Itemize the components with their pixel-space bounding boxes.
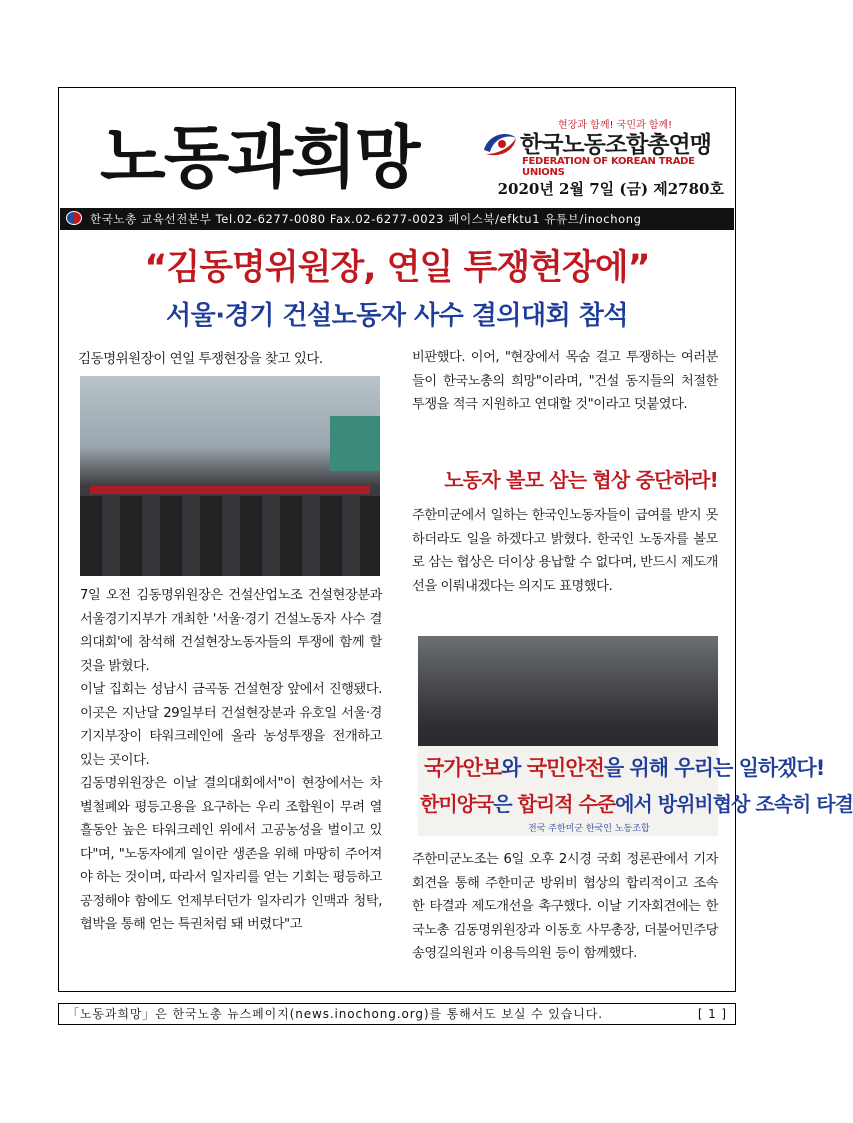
photo1-caption: 김동명위원장이 연일 투쟁현장을 찾고 있다.: [78, 351, 323, 367]
second-article-heading: 노동자 볼모 삼는 협상 중단하라!: [444, 468, 718, 492]
second-article-intro: [412, 504, 718, 598]
article-paragraph: 주한미군에서 일하는 한국인노동자들이 급여를 받지 못하더라도 일을 하겠다고 밝혔다. 한국인 노동자를 볼모로 삼는 협상은 더이상 용납할 수 없다며, 반드시 제도개선을 이뤄내겠다는 의지도 표명했다.: [412, 508, 718, 594]
banner-line-3: 전국 주한미군 한국인 노동조합: [528, 824, 650, 834]
photo-crowd: [80, 496, 380, 576]
article-paragraph: 7일 오전 김동명위원장은 건설산업노조 건설현장분과 서울경기지부가 개최한 '서울·경기 건설노동자 사수 결의대회'에 참석해 건설현장노동자들의 투쟁에 함께 할 것을 밝혔다.: [80, 588, 382, 674]
contact-info-text: 한국노총 교육선전본부 Tel.02-6277-0080 Fax.02-6277-0023 페이스북/efktu1 유튜브/inochong: [90, 212, 642, 226]
photo-headbands: [90, 486, 370, 494]
rally-photo: [80, 376, 380, 576]
federation-emblem-icon: [480, 124, 520, 164]
masthead: [60, 90, 734, 208]
korea-flag-icon: [66, 211, 82, 225]
federation-english-name: FEDERATION OF KOREAN TRADE UNIONS: [522, 156, 695, 178]
article-paragraph: 비판했다. 이어, "현장에서 목숨 걸고 투쟁하는 여러분들이 한국노총의 희망"이라며, "건설 동지들의 처절한 투쟁을 적극 지원하고 연대할 것"이라고 덧붙였다.: [412, 350, 718, 412]
federation-name: 한국노동조합총연맹: [520, 132, 711, 158]
article-paragraph: 주한미군노조는 6일 오후 2시경 국회 정론관에서 기자회견을 통해 주한미군 방위비 협상의 합리적이고 조속한 타결과 제도개선을 촉구했다. 이날 기자회견에는 한국노총 김동명위원장과 이동호 사무총장, 더불어민주당 송영길의원과 이용득의원 등이 함께했다.: [412, 852, 718, 961]
article-paragraph: 김동명위원장은 이날 결의대회에서"이 현장에서는 차별철폐와 평등고용을 요구하는 우리 조합원이 무려 열흘동안 높은 타워크레인 위에서 고공농성을 벌이고 있다"며, "노동자에게 일이란 생존을 위해 마땅히 주어져야 하는 것이며, 따라서 일자리를 얻는 기회는 평등하고 공정해야 함에도 언제부터던가 일자리가 인맥과 청탁, 협박을 통해 얻는 특권처럼 돼 버렸다"고: [80, 776, 382, 932]
article-headline: “김동명위원장, 연일 투쟁현장에”: [144, 248, 650, 288]
press-conference-photo: [418, 636, 853, 836]
article-paragraph: 이날 집회는 성남시 금곡동 건설현장 앞에서 진행됐다. 이곳은 지난달 29일부터 건설현장분과 유호일 서울·경기지부장이 타워크레인에 올라 농성투쟁을 전개하고 있는 곳이다.: [80, 682, 382, 768]
page-footer: [58, 1003, 736, 1025]
banner-line-2: 한미양국은 합리적 수준에서 방위비협상 조속히 타결: [420, 792, 853, 816]
article-right-column: [412, 346, 718, 417]
photo-bus: [330, 416, 380, 471]
newsletter-title: 노동과희망: [100, 118, 419, 198]
banner-line-1: 국가안보와 국민안전을 위해 우리는 일하겠다!: [424, 756, 825, 780]
second-article-body: [412, 848, 718, 966]
issue-date-number: 2020년 2월 7일 (금) 제2780호: [497, 180, 724, 198]
article-subhead: 서울·경기 건설노동자 사수 결의대회 참석: [165, 301, 629, 331]
footer-text: 「노동과희망」은 한국노총 뉴스페이지(news.inochong.org)를 통해서도 보실 수 있습니다.: [67, 1007, 603, 1021]
article-left-column: [80, 584, 382, 937]
page-number: [ 1 ]: [697, 1007, 727, 1021]
federation-slogan: 현장과 함께! 국민과 함께!: [558, 120, 673, 131]
contact-info-bar: [60, 208, 734, 230]
